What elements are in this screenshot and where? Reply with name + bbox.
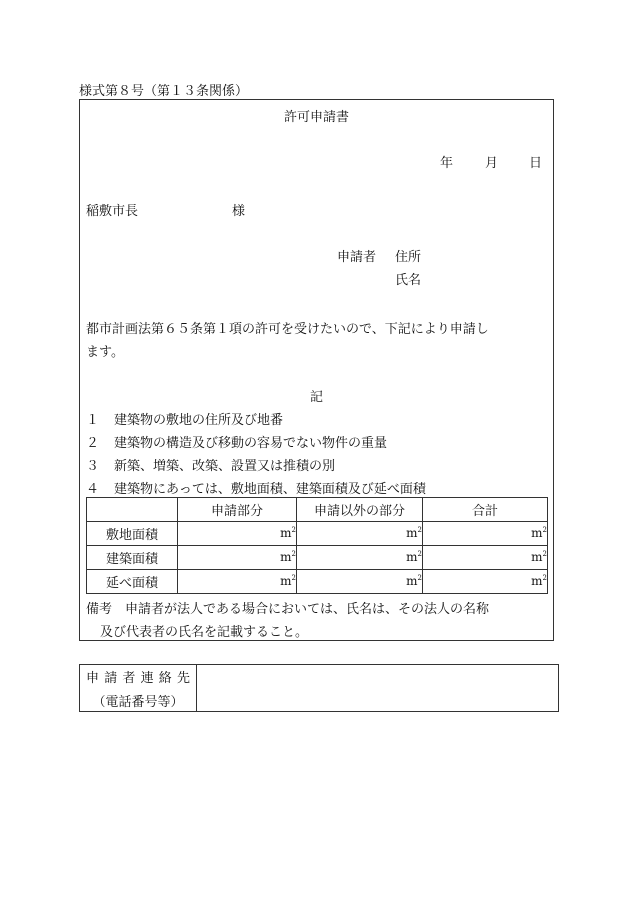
area-value-cell[interactable] bbox=[178, 546, 297, 570]
contact-table bbox=[79, 664, 559, 712]
body-text-line1: 都市計画法第６５条第１項の許可を受けたいので、下記により申請し bbox=[86, 322, 489, 337]
date-day: 日 bbox=[529, 156, 543, 171]
date-month: 月 bbox=[485, 156, 499, 171]
square-meter-unit: $m^2$ bbox=[531, 574, 547, 588]
ki-heading: 記 bbox=[309, 390, 323, 405]
table-header-cell: 申請以外の部分 bbox=[297, 498, 423, 522]
area-value-cell[interactable] bbox=[423, 570, 548, 594]
form-number: 様式第８号（第１３条関係） bbox=[79, 84, 249, 99]
item-text: 建築物の構造及び移動の容易でない物件の重量 bbox=[114, 436, 388, 451]
area-value-cell[interactable] bbox=[297, 570, 423, 594]
square-meter-unit: $m^2$ bbox=[280, 550, 296, 564]
addressee-honorific: 様 bbox=[232, 204, 246, 219]
contact-label-line2: （電話番号等） bbox=[92, 694, 184, 710]
note-line1: 備考 申請者が法人である場合においては、氏名は、その法人の名称 bbox=[86, 602, 490, 617]
area-value-cell[interactable] bbox=[297, 522, 423, 546]
table-header-cell: 申請部分 bbox=[178, 498, 297, 522]
row-label: 敷地面積 bbox=[87, 522, 178, 546]
square-meter-unit: $m^2$ bbox=[531, 550, 547, 564]
table-row bbox=[80, 665, 559, 712]
square-meter-unit: $m^2$ bbox=[280, 526, 296, 540]
applicant-name-label: 氏名 bbox=[395, 273, 422, 288]
contact-value-field[interactable] bbox=[197, 665, 559, 712]
body-text-line2: ます。 bbox=[86, 345, 124, 360]
item-text: 新築、増築、改築、設置又は推積の別 bbox=[114, 459, 336, 474]
table-header-cell: 合計 bbox=[423, 498, 548, 522]
area-value-cell[interactable] bbox=[423, 546, 548, 570]
area-table bbox=[86, 497, 548, 594]
item-number: ４ bbox=[86, 482, 100, 497]
item-text: 建築物の敷地の住所及び地番 bbox=[114, 413, 284, 428]
item-number: ３ bbox=[86, 459, 100, 474]
row-label: 建築面積 bbox=[87, 546, 178, 570]
date-year: 年 bbox=[440, 156, 454, 171]
contact-label-cell bbox=[80, 665, 197, 712]
table-row bbox=[87, 546, 548, 570]
applicant-address-label: 住所 bbox=[395, 250, 422, 265]
table-header-row bbox=[87, 498, 548, 522]
item-number: １ bbox=[86, 413, 100, 428]
page-title: 許可申請書 bbox=[283, 110, 349, 125]
area-value-cell[interactable] bbox=[178, 570, 297, 594]
square-meter-unit: $m^2$ bbox=[406, 526, 422, 540]
area-value-cell[interactable] bbox=[178, 522, 297, 546]
table-header-cell bbox=[87, 498, 178, 522]
square-meter-unit: $m^2$ bbox=[406, 550, 422, 564]
note-line2: 及び代表者の氏名を記載すること。 bbox=[100, 625, 309, 640]
table-row bbox=[87, 522, 548, 546]
square-meter-unit: $m^2$ bbox=[280, 574, 296, 588]
contact-label-line1: 申 請 者 連 絡 先 bbox=[86, 670, 190, 686]
area-value-cell[interactable] bbox=[297, 546, 423, 570]
item-text: 建築物にあっては、敷地面積、建築面積及び延べ面積 bbox=[114, 482, 426, 497]
square-meter-unit: $m^2$ bbox=[531, 526, 547, 540]
applicant-label: 申請者 bbox=[337, 250, 377, 265]
addressee-name: 稲敷市長 bbox=[86, 204, 139, 219]
item-number: ２ bbox=[86, 436, 100, 451]
area-value-cell[interactable] bbox=[423, 522, 548, 546]
square-meter-unit: $m^2$ bbox=[406, 574, 422, 588]
table-row bbox=[87, 570, 548, 594]
row-label: 延べ面積 bbox=[87, 570, 178, 594]
